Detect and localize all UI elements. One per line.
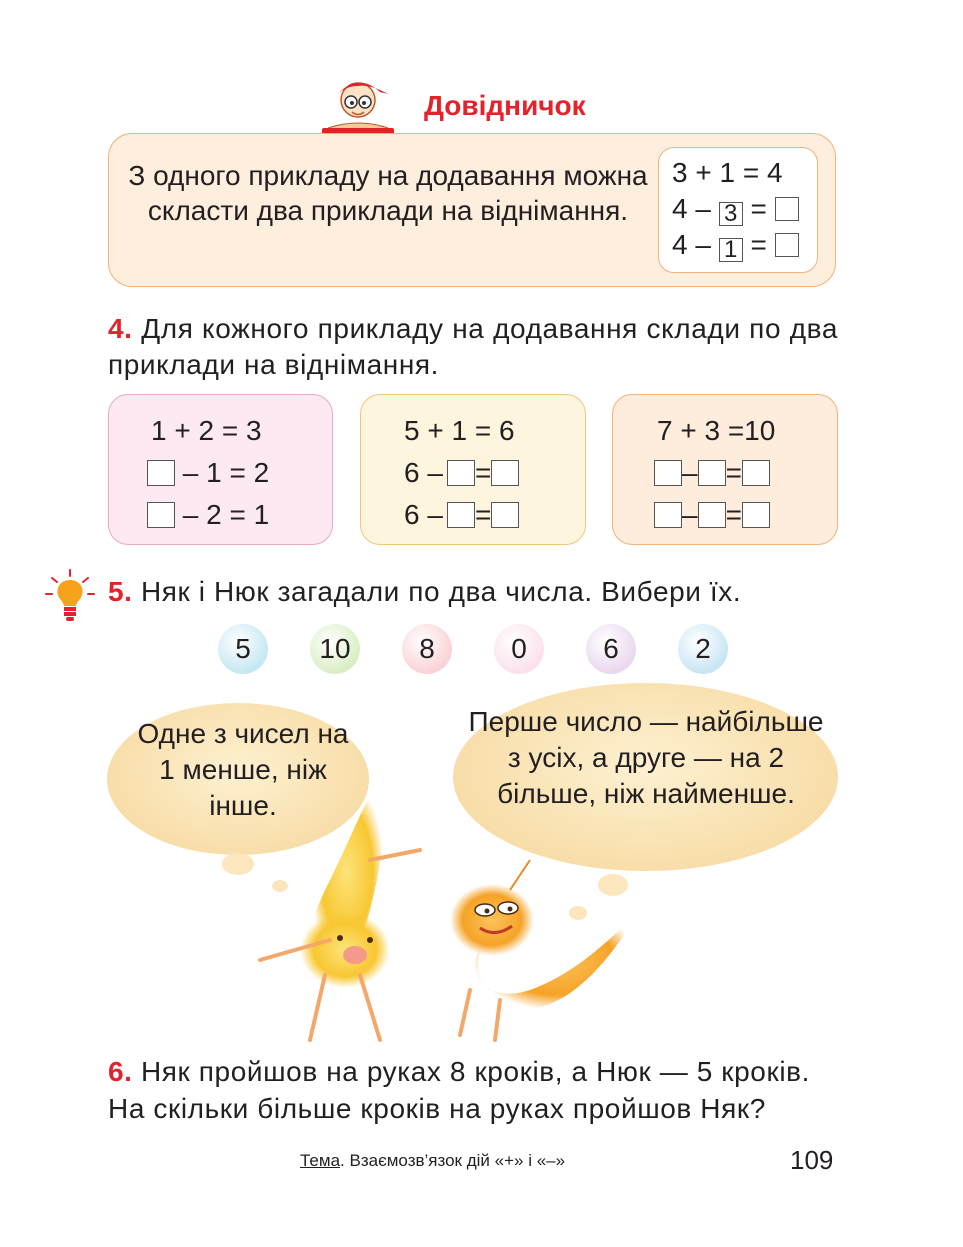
exercise-card: 1 + 2 = 3 – 1 = 2 – 2 = 1 (108, 394, 333, 545)
creature-nyak (260, 780, 420, 1040)
task-4 (108, 311, 838, 383)
filled-box: 1 (719, 238, 743, 262)
answer-box[interactable] (447, 460, 475, 486)
task-number: 4. (108, 313, 133, 344)
task-text: Для кожного прикладу на додавання склади по два приклади на віднімання. (108, 313, 838, 380)
reference-equation: 3 + 1 = 4 (672, 157, 783, 188)
answer-box[interactable] (742, 460, 770, 486)
task-6 (108, 1053, 838, 1127)
card-equation: 5 + 1 = 6 (404, 415, 515, 446)
answer-box[interactable] (654, 502, 682, 528)
answer-box[interactable] (698, 502, 726, 528)
reference-equation-minus-2: 4 – 1 = (672, 228, 799, 262)
creature-nyuk (450, 860, 640, 1040)
answer-box[interactable] (654, 460, 682, 486)
filled-box: 3 (719, 202, 743, 226)
answer-box[interactable] (447, 502, 475, 528)
number-ball[interactable]: 8 (402, 624, 452, 674)
task-5 (108, 576, 838, 608)
mascot-reading-icon (318, 74, 398, 138)
task-number: 5. (108, 576, 133, 607)
answer-box (775, 197, 799, 221)
page-number: 109 (790, 1145, 834, 1175)
exercise-card: 5 + 1 = 6 6 – = 6 – = (360, 394, 586, 545)
number-ball[interactable]: 5 (218, 624, 268, 674)
answer-box[interactable] (742, 502, 770, 528)
number-ball[interactable]: 6 (586, 624, 636, 674)
speech-text-left: Одне з чисел на 1 менше, ніж інше. (137, 718, 349, 821)
answer-box[interactable] (491, 460, 519, 486)
number-ball[interactable]: 2 (678, 624, 728, 674)
task-text: Няк пройшов на руках 8 кроків, а Нюк — 5 кроків. На скільки більше кроків на руках пройшов Няк? (108, 1056, 810, 1124)
number-ball[interactable]: 10 (310, 624, 360, 674)
answer-box[interactable] (147, 502, 175, 528)
number-ball[interactable]: 0 (494, 624, 544, 674)
task-text: Няк і Нюк загадали по два числа. Вибери їх. (140, 576, 742, 607)
speech-text-right: Перше число — найбільше з усіх, а друге — на 2 більше, ніж найменше. (468, 706, 824, 809)
answer-box[interactable] (698, 460, 726, 486)
answer-box[interactable] (491, 502, 519, 528)
lightbulb-icon (44, 568, 96, 626)
reference-equation-minus-1: 4 – 3 = (672, 192, 799, 226)
task-number: 6. (108, 1056, 133, 1087)
section-title: Довідничок (424, 90, 586, 121)
card-equation: 1 + 2 = 3 (151, 415, 262, 446)
card-equation: 7 + 3 =10 (657, 415, 776, 446)
topic-label: Тема (300, 1151, 341, 1170)
topic-text: . Взаємозв’язок дій «+» і «–» (340, 1151, 566, 1170)
answer-box (775, 233, 799, 257)
exercise-card: 7 + 3 =10 – = – = (612, 394, 838, 545)
reference-text: З одного прикладу на додавання можна скласти два приклади на віднімання. (128, 160, 648, 226)
footer-topic (300, 1151, 565, 1171)
answer-box[interactable] (147, 460, 175, 486)
creatures-illustration (230, 760, 660, 1050)
